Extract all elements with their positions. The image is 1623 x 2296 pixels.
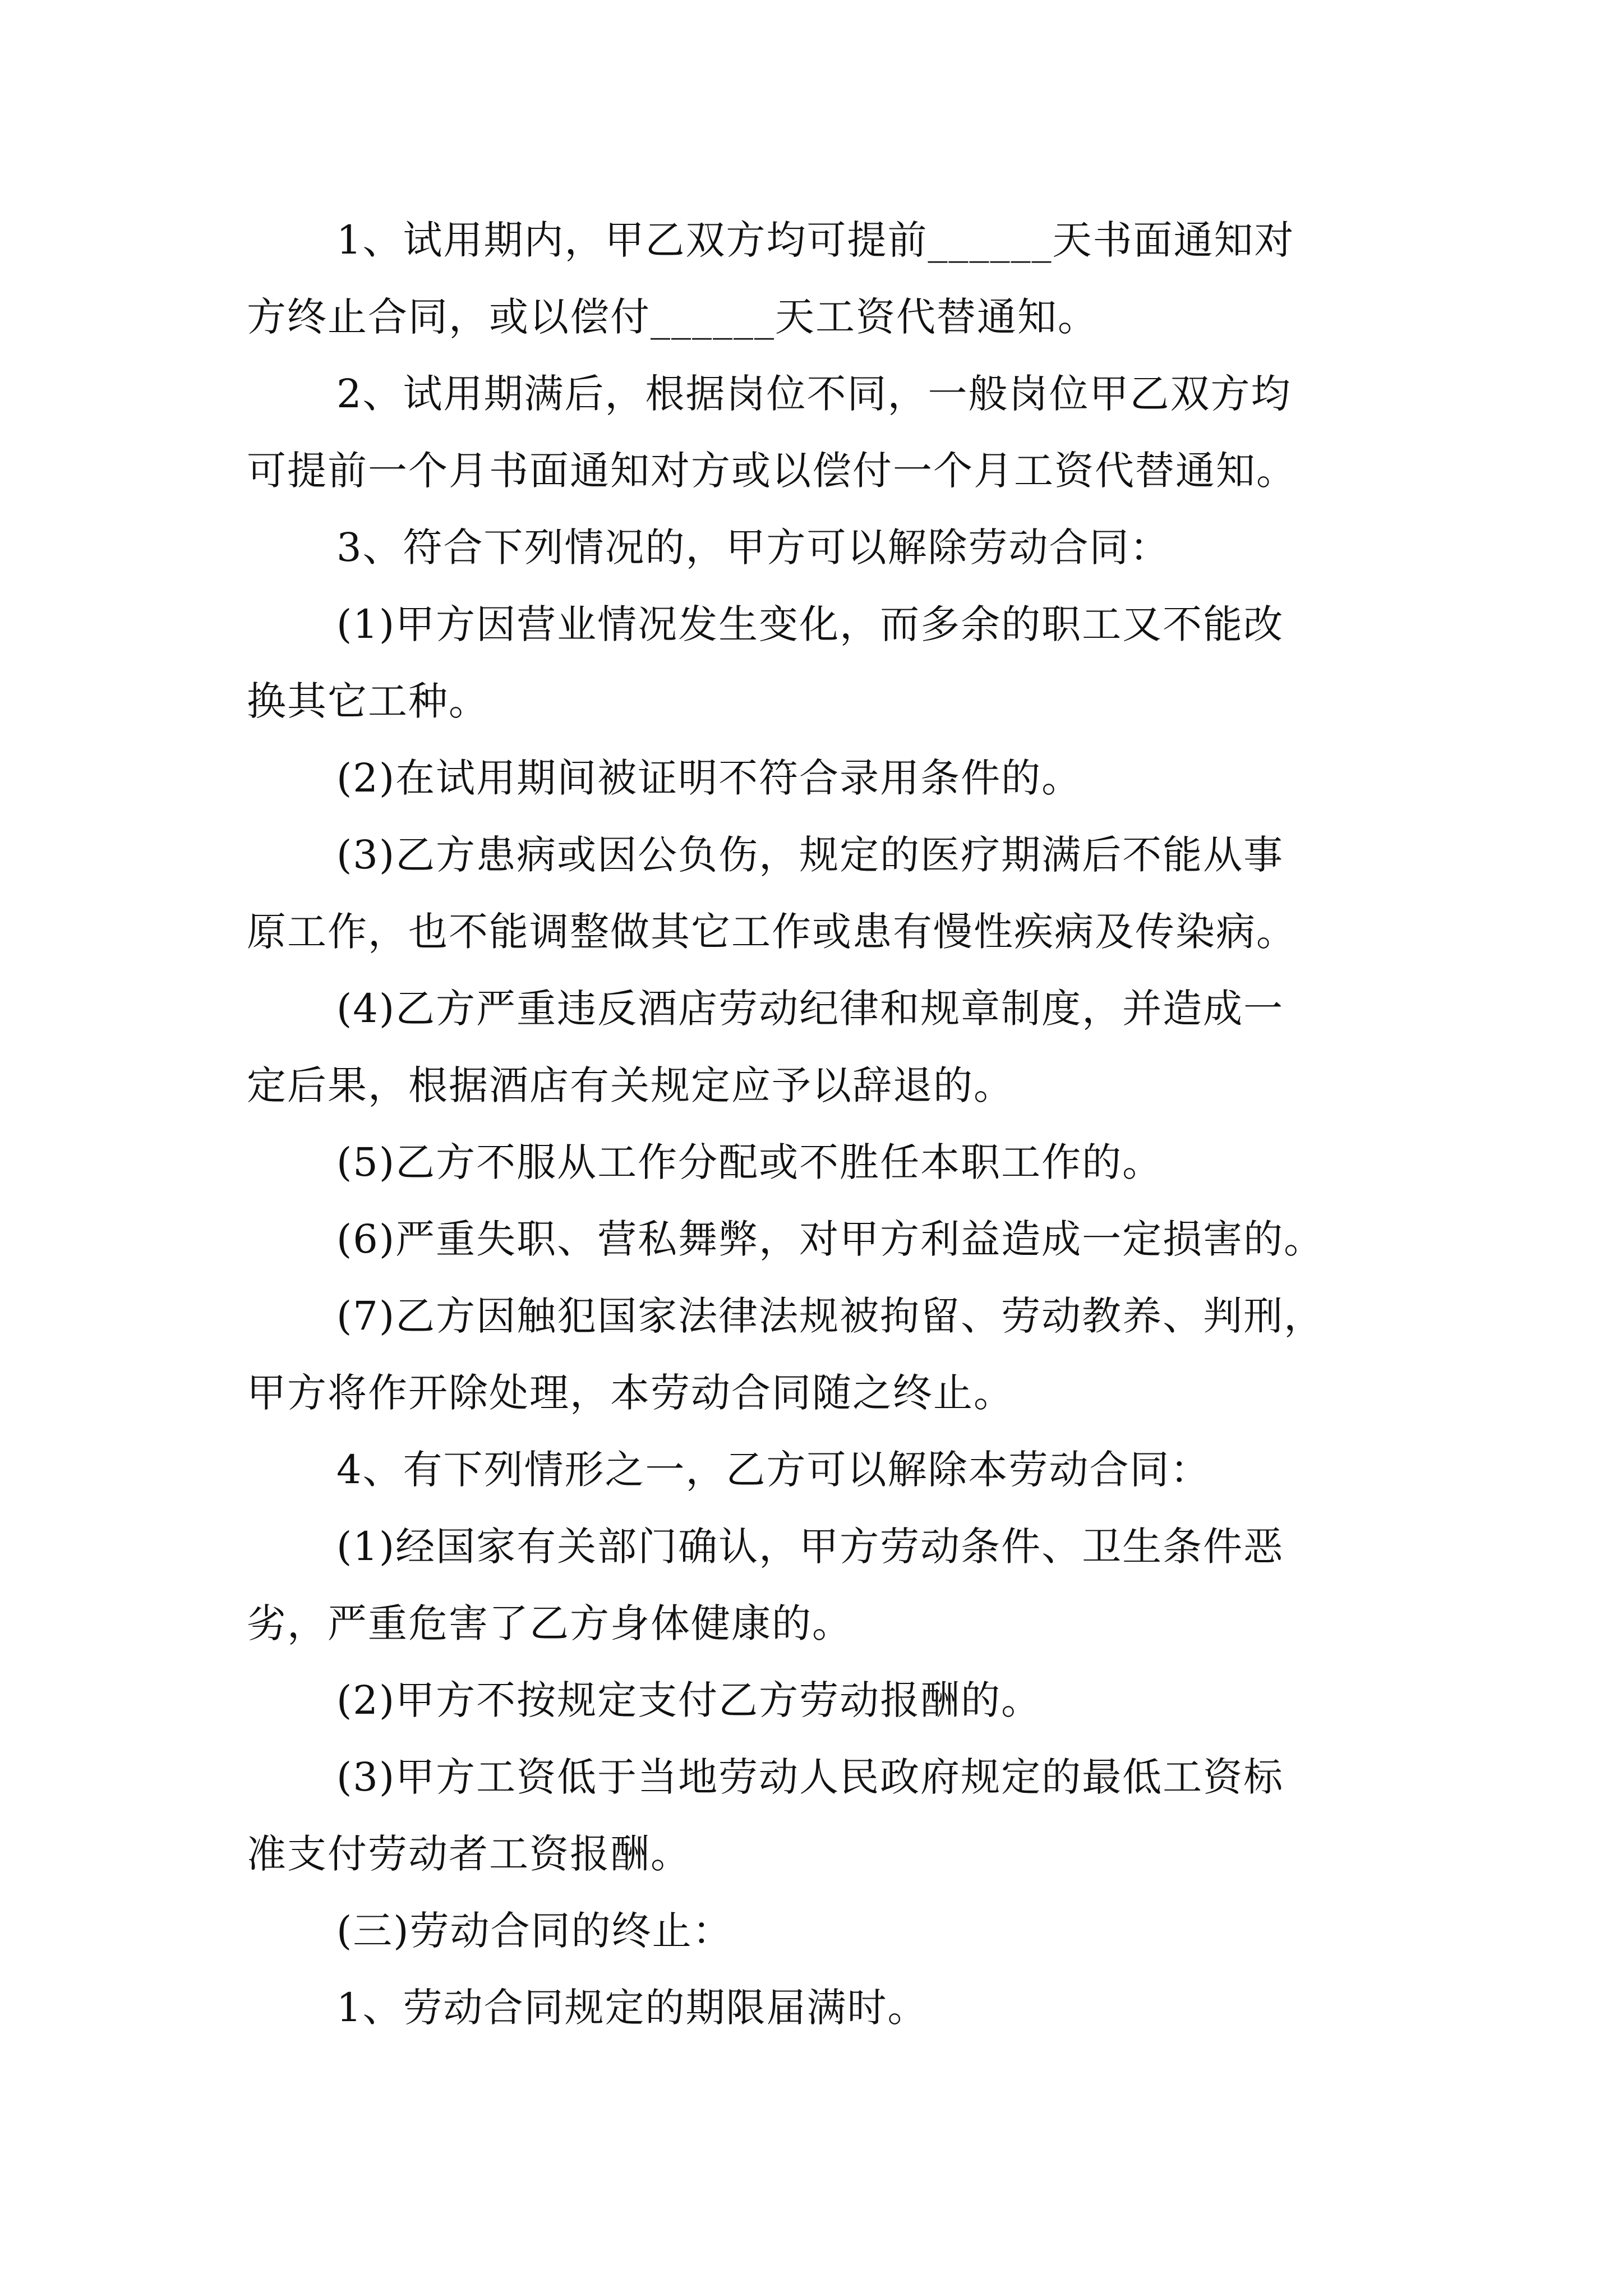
text-line: (3)乙方患病或因公负伤，规定的医疗期满后不能从事	[336, 832, 1284, 878]
text-line: (4)乙方严重违反酒店劳动纪律和规章制度，并造成一	[336, 986, 1284, 1032]
text-line: 可提前一个月书面通知对方或以偿付一个月工资代替通知。	[247, 448, 1297, 494]
text-line: 4、有下列情形之一，乙方可以解除本劳动合同：	[336, 1447, 1211, 1493]
text-line: (1)甲方因营业情况发生变化，而多余的职工又不能改	[336, 601, 1284, 647]
text-line: (2)在试用期间被证明不符合录用条件的。	[336, 755, 1082, 801]
text-line: 2、试用期满后，根据岗位不同，一般岗位甲乙双方均	[336, 371, 1292, 417]
text-line: (7)乙方因触犯国家法律法规被拘留、劳动教养、判刑，	[336, 1293, 1325, 1339]
text-line: 1、试用期内，甲乙双方均可提前______天书面通知对	[336, 217, 1295, 263]
text-line: (三)劳动合同的终止：	[336, 1908, 733, 1954]
text-line: 原工作，也不能调整做其它工作或患有慢性疾病及传染病。	[247, 909, 1297, 955]
text-line: 换其它工种。	[247, 678, 489, 724]
text-line: (2)甲方不按规定支付乙方劳动报酬的。	[336, 1677, 1042, 1723]
text-line: 劣，严重危害了乙方身体健康的。	[247, 1600, 852, 1646]
text-line: (1)经国家有关部门确认，甲方劳动条件、卫生条件恶	[336, 1524, 1284, 1570]
text-line: 1、劳动合同规定的期限届满时。	[336, 1985, 928, 2031]
text-line: (3)甲方工资低于当地劳动人民政府规定的最低工资标	[336, 1754, 1284, 1800]
text-line: 定后果，根据酒店有关规定应予以辞退的。	[247, 1062, 1014, 1108]
text-line: 3、符合下列情况的，甲方可以解除劳动合同：	[336, 524, 1170, 570]
text-line: (5)乙方不服从工作分配或不胜任本职工作的。	[336, 1139, 1163, 1185]
text-line: 方终止合同，或以偿付______天工资代替通知。	[247, 294, 1098, 340]
text-line: 准支付劳动者工资报酬。	[247, 1831, 691, 1877]
text-line: 甲方将作开除处理，本劳动合同随之终止。	[247, 1370, 1014, 1416]
text-line: (6)严重失职、营私舞弊，对甲方利益造成一定损害的。	[336, 1216, 1325, 1262]
